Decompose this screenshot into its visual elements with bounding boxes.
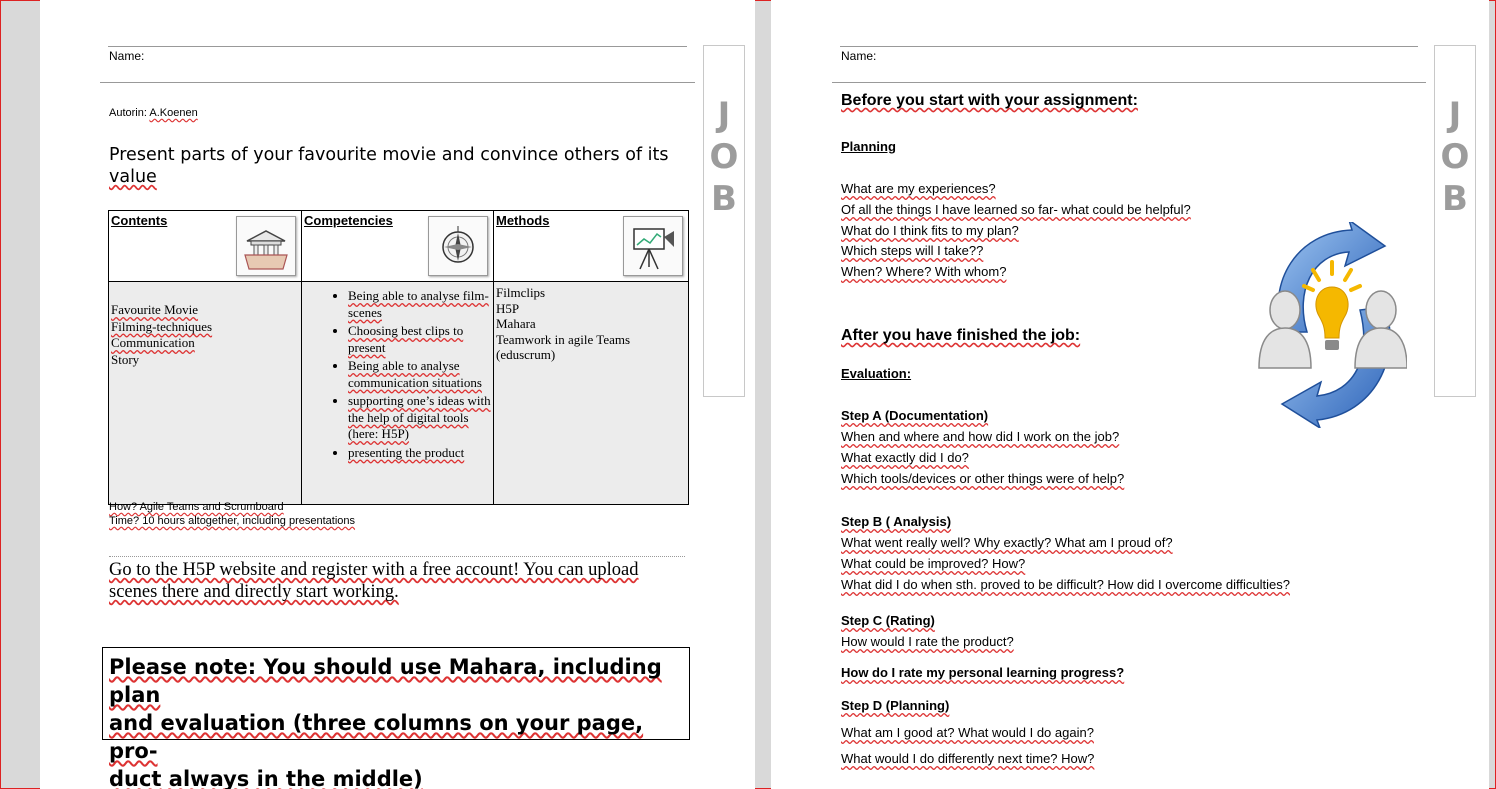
list-item: Communication — [111, 335, 195, 350]
right-page — [771, 0, 1489, 789]
evaluation-label: Evaluation: — [841, 366, 912, 381]
list-item: Filmclips — [496, 285, 546, 300]
after-heading: After you have finished the job: — [841, 327, 1081, 344]
presentation-easel-icon — [623, 216, 683, 276]
step-b-label: Step B ( Analysis) — [841, 514, 952, 529]
step-a-question: When and where and how did I work on the job? — [841, 429, 1120, 444]
step-a-question: What exactly did I do? — [841, 450, 969, 465]
planning-question: What are my experiences? — [841, 181, 996, 196]
list-item: Teamwork in agile Teams (eduscrum) — [496, 331, 631, 362]
job-sidebar-right: J O B — [1434, 45, 1476, 397]
list-item: H5P — [496, 300, 520, 316]
header-cell-contents: Contents — [109, 211, 302, 282]
methods-cell — [494, 282, 689, 505]
list-item: Mahara — [496, 316, 536, 331]
step-b-question: What did I do when sth. proved to be difficult? How did I overcome difficulties? — [841, 577, 1290, 592]
step-d-question: What would I do differently next time? How? — [841, 751, 1095, 766]
how-time-block — [109, 500, 355, 528]
corner-mark — [832, 82, 840, 91]
before-heading: Before you start with your assignment: — [841, 92, 1138, 109]
progress-question: How do I rate my personal learning progress? — [841, 665, 1125, 680]
corner-mark — [687, 82, 695, 91]
list-item: • presenting the product — [348, 445, 491, 462]
planning-question: Which steps will I take?? — [841, 243, 984, 258]
name-label: Name: — [841, 49, 877, 63]
step-b-question: What could be improved? How? — [841, 556, 1026, 571]
planning-label: Planning — [841, 139, 896, 154]
list-item: Filming-techniques — [111, 318, 213, 334]
time-line: Time? 10 hours altogether, including presentations — [109, 515, 356, 527]
note-box: Please note: You should use Mahara, including plan and evaluation (three columns on your page, pro- duct always in the middle) — [102, 647, 690, 740]
name-label: Name: — [109, 49, 145, 63]
how-line: How? Agile Teams and Scrumboard — [109, 501, 284, 513]
header-line — [840, 46, 1418, 47]
cycle-idea-people-icon — [1257, 222, 1407, 428]
step-d-question: What am I good at? What would I do again? — [841, 725, 1094, 740]
planning-question: Of all the things I have learned so far- what could be helpful? — [841, 202, 1191, 217]
header-cell-competencies: Competencies — [302, 211, 494, 282]
museum-box-icon — [236, 216, 296, 276]
corner-mark — [100, 82, 108, 91]
h5p-instructions: Go to the H5P website and register with a free account! You can upload scenes there and directly start working. — [109, 560, 639, 602]
header-line — [108, 46, 687, 47]
list-item: • Choosing best clips to present — [348, 323, 491, 356]
header-rule — [840, 82, 1418, 83]
divider — [109, 556, 685, 557]
competencies-cell — [302, 282, 494, 505]
header-cell-methods: Methods — [494, 211, 689, 282]
planning-question: What do I think fits to my plan? — [841, 223, 1019, 238]
step-b-question: What went really well? Why exactly? What am I proud of? — [841, 535, 1173, 550]
page-title: Present parts of your favourite movie and convince others of its value — [109, 145, 669, 187]
planning-question: When? Where? With whom? — [841, 264, 1007, 279]
compass-icon — [428, 216, 488, 276]
job-sidebar-left: J O B — [703, 45, 745, 397]
table-header-row — [109, 211, 689, 282]
corner-mark — [1418, 82, 1426, 91]
list-item: Story — [111, 351, 140, 367]
step-c-label: Step C (Rating) — [841, 613, 935, 628]
list-item: • Being able to analyse communication situations — [348, 358, 491, 391]
contents-cell — [109, 282, 302, 505]
author-line: Autorin: A.Koenen — [109, 107, 198, 119]
list-item: • Being able to analyse film-scenes — [348, 288, 491, 321]
list-item: • supporting one’s ideas with the help of digital tools (here: H5P) — [348, 393, 491, 443]
step-d-label: Step D (Planning) — [841, 698, 950, 713]
left-page — [40, 0, 755, 789]
step-a-question: Which tools/devices or other things were of help? — [841, 471, 1125, 486]
author-name: A.Koenen — [149, 107, 198, 119]
list-item: Favourite Movie — [111, 302, 199, 317]
plan-table — [108, 210, 689, 505]
step-a-label: Step A (Documentation) — [841, 408, 989, 423]
step-c-question: How would I rate the product? — [841, 634, 1014, 649]
header-rule — [108, 82, 687, 83]
table-body-row — [109, 282, 689, 505]
